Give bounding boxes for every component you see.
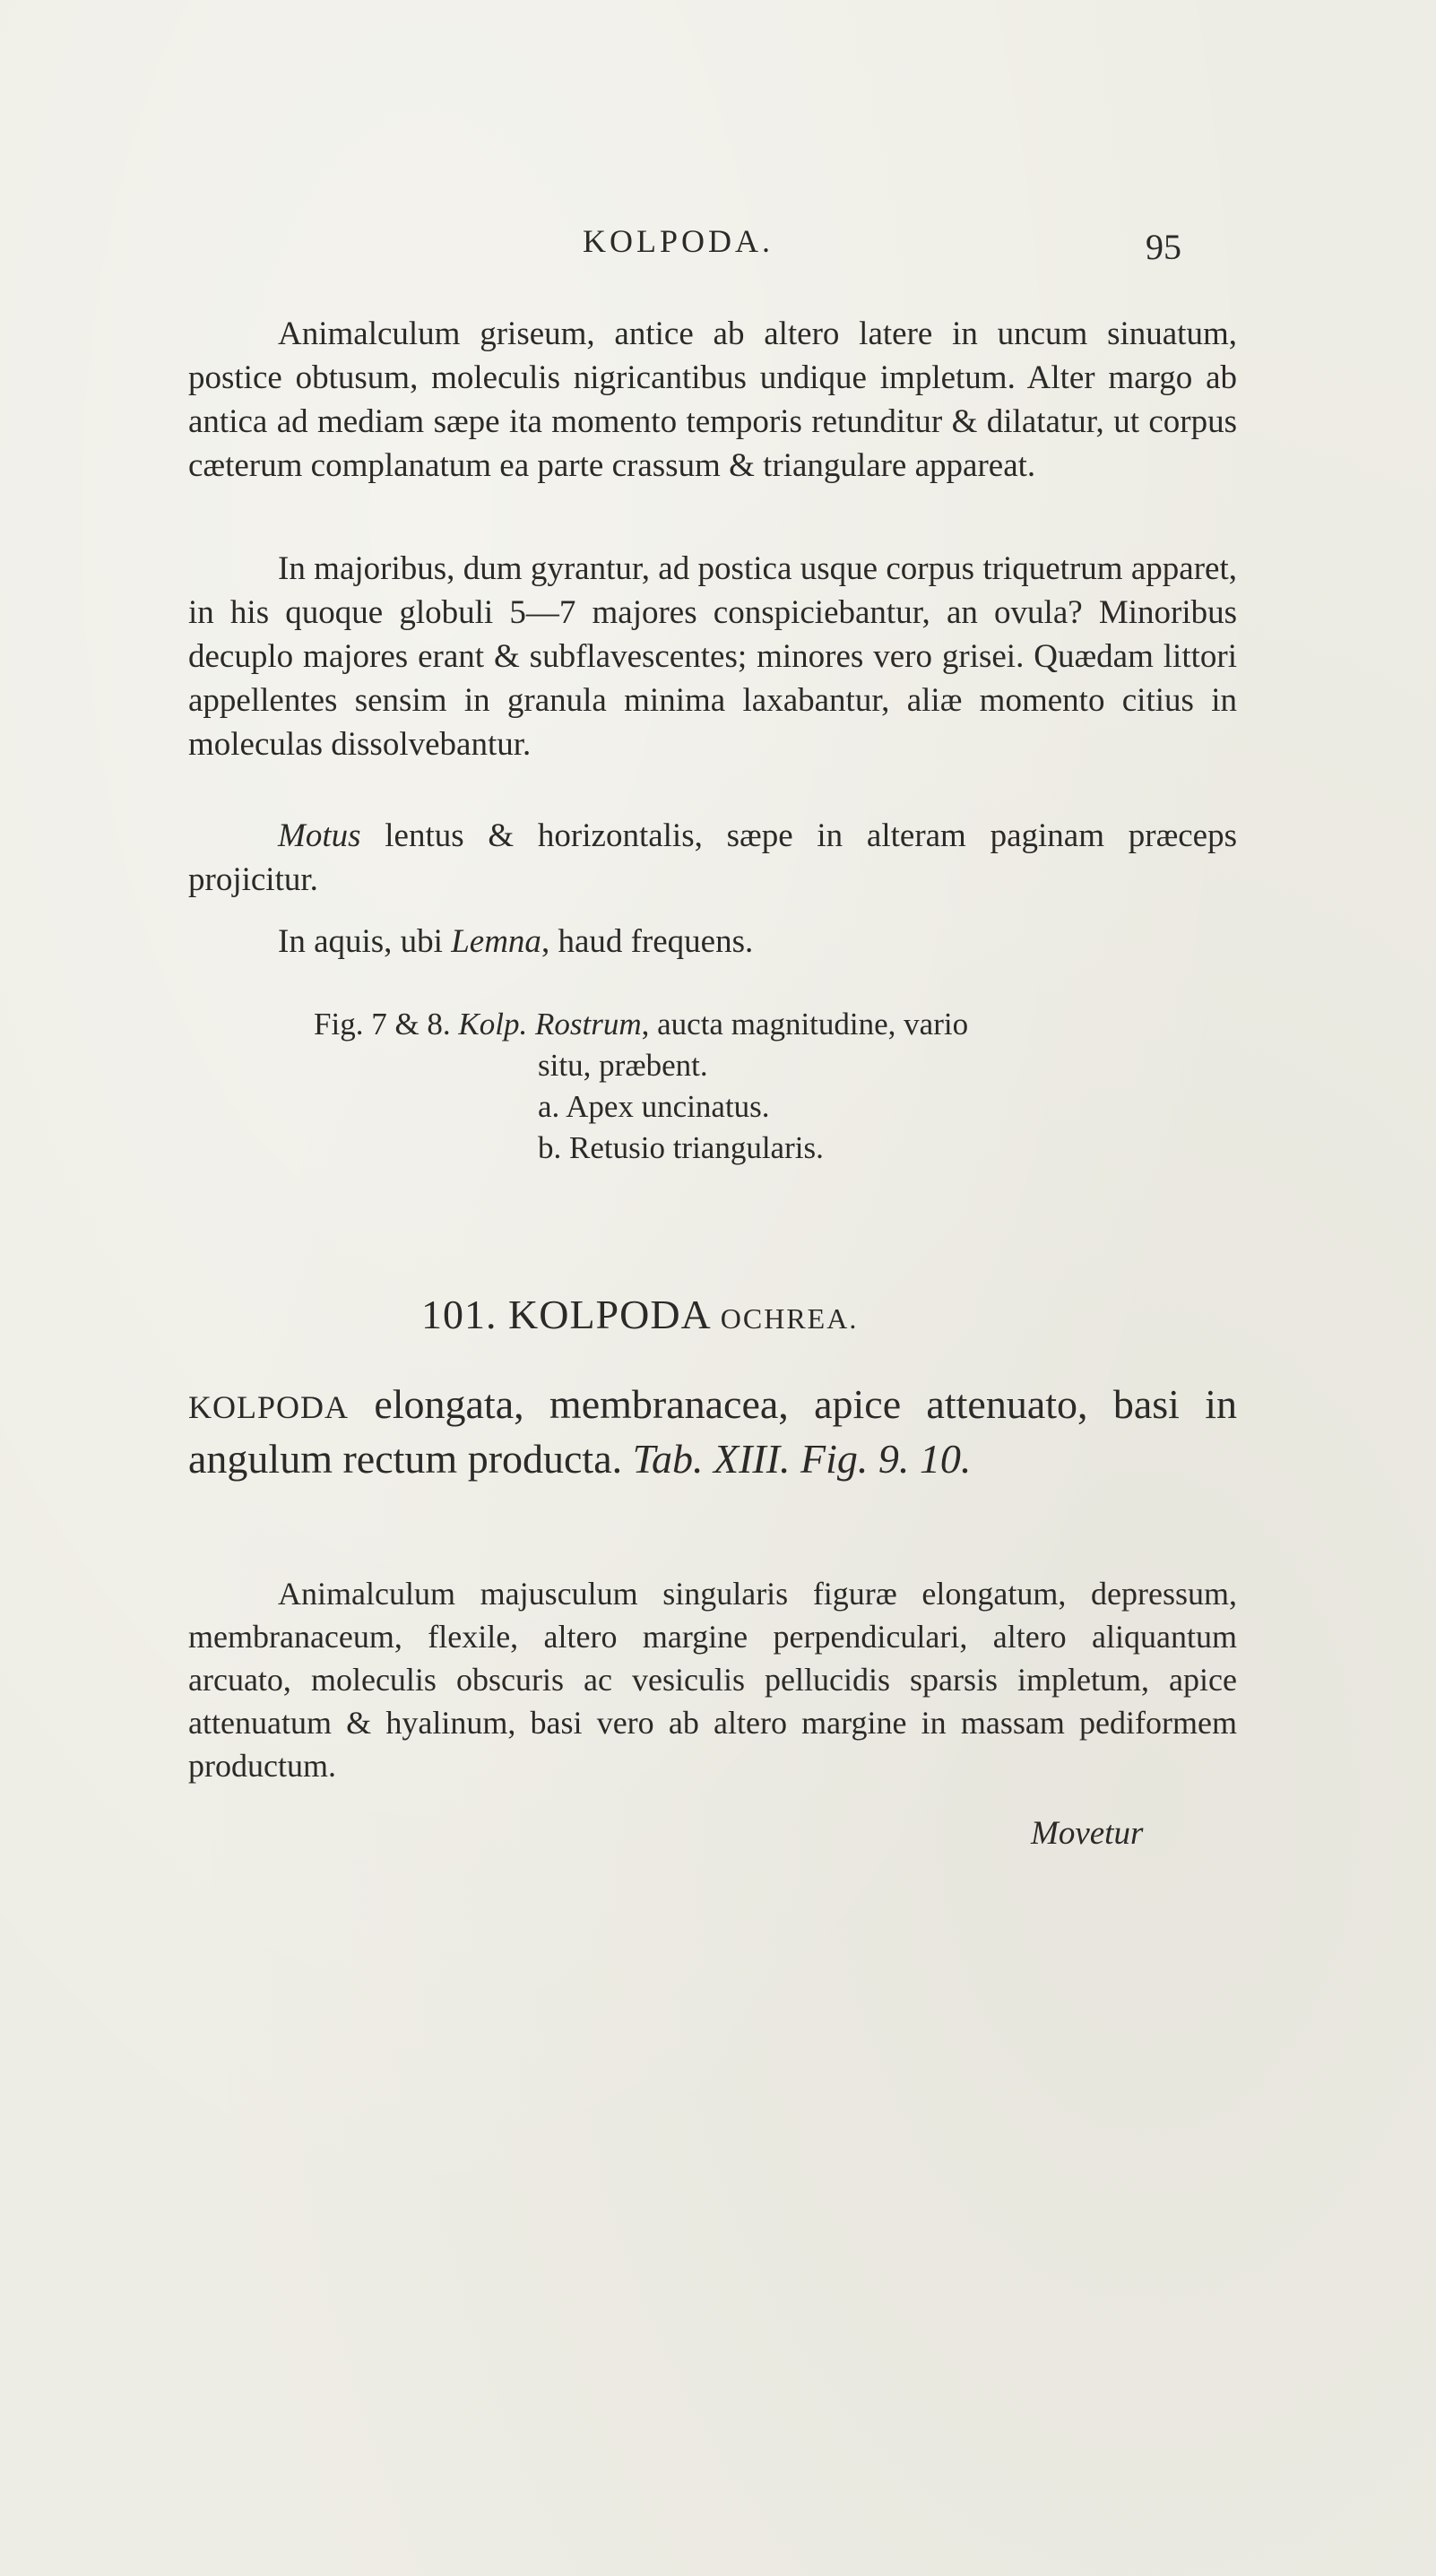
figure-line-1 <box>314 1004 1237 1045</box>
habitat-end: , haud frequens. <box>541 923 754 960</box>
species-heading <box>421 1291 858 1338</box>
figure-species: Kolp. Rostrum <box>458 1007 642 1042</box>
figure-desc-2: situ, præbent. <box>538 1048 708 1083</box>
paragraph-habitat <box>278 920 1237 964</box>
catchword: Movetur <box>1031 1815 1144 1852</box>
lemna-italic: Lemna <box>451 923 541 960</box>
diagnosis-tab: Tab. XIII. <box>632 1436 791 1482</box>
running-head: KOLPODA. <box>583 223 774 259</box>
figure-ref: Fig. 7 & 8. <box>314 1007 459 1042</box>
page-number: 95 <box>1146 227 1181 267</box>
species-diagnosis <box>188 1379 1237 1485</box>
paragraph-motus <box>188 814 1237 902</box>
habitat-start: In aquis, ubi <box>278 923 452 960</box>
figure-item-b: b. Retusio triangularis. <box>538 1130 824 1165</box>
figure-item-a: a. Apex uncinatus. <box>538 1089 770 1124</box>
diagnosis-genus: KOLPODA <box>188 1389 350 1425</box>
diagnosis-fig: Fig. 9. 10. <box>800 1436 972 1482</box>
paragraph-ochrea-description: Animalculum majusculum singularis figuræ elongatum, depressum, membranaceum, flexile, altero margine perpendiculari, altero aliquantum arcuato, moleculis obscuris ac vesiculis pellucidis sparsis impletum, apice attenuatum & hyalinum, basi vero ab altero margine in massam pediformem productum. <box>188 1576 1237 1784</box>
figure-caption <box>314 1004 1237 1169</box>
figure-desc-1: , aucta magnitudine, vario <box>641 1007 969 1042</box>
motus-text: lentus & horizontalis, sæpe in alteram paginam præceps projicitur. <box>188 817 1237 898</box>
species-number: 101. KOLPODA <box>421 1292 721 1337</box>
diagnosis-text: elongata, membranacea, apice attenuato, basi in angulum rectum producta. <box>188 1381 1237 1482</box>
paragraph-description: Animalculum griseum, antice ab altero latere in uncum sinuatum, postice obtusum, moleculis nigricantibus undique impletum. Alter margo ab antica ad mediam sæpe ita momento temporis retunditur & dilatatur, ut corpus cæterum complanatum ea parte crassum & triangulare appareat. <box>188 316 1237 484</box>
paragraph-majoribus: In majoribus, dum gyrantur, ad postica usque corpus triquetrum apparet, in his quoque globuli 5—7 majores conspiciebantur, an ovula? Minoribus decuplo majores erant & subflavescentes; minores vero grisei. Quædam littori appellentes sensim in granula minima laxabantur, aliæ momento citius in moleculas dissolvebantur. <box>188 550 1237 763</box>
species-name: OCHREA. <box>720 1302 859 1335</box>
motus-italic: Motus <box>278 817 361 854</box>
